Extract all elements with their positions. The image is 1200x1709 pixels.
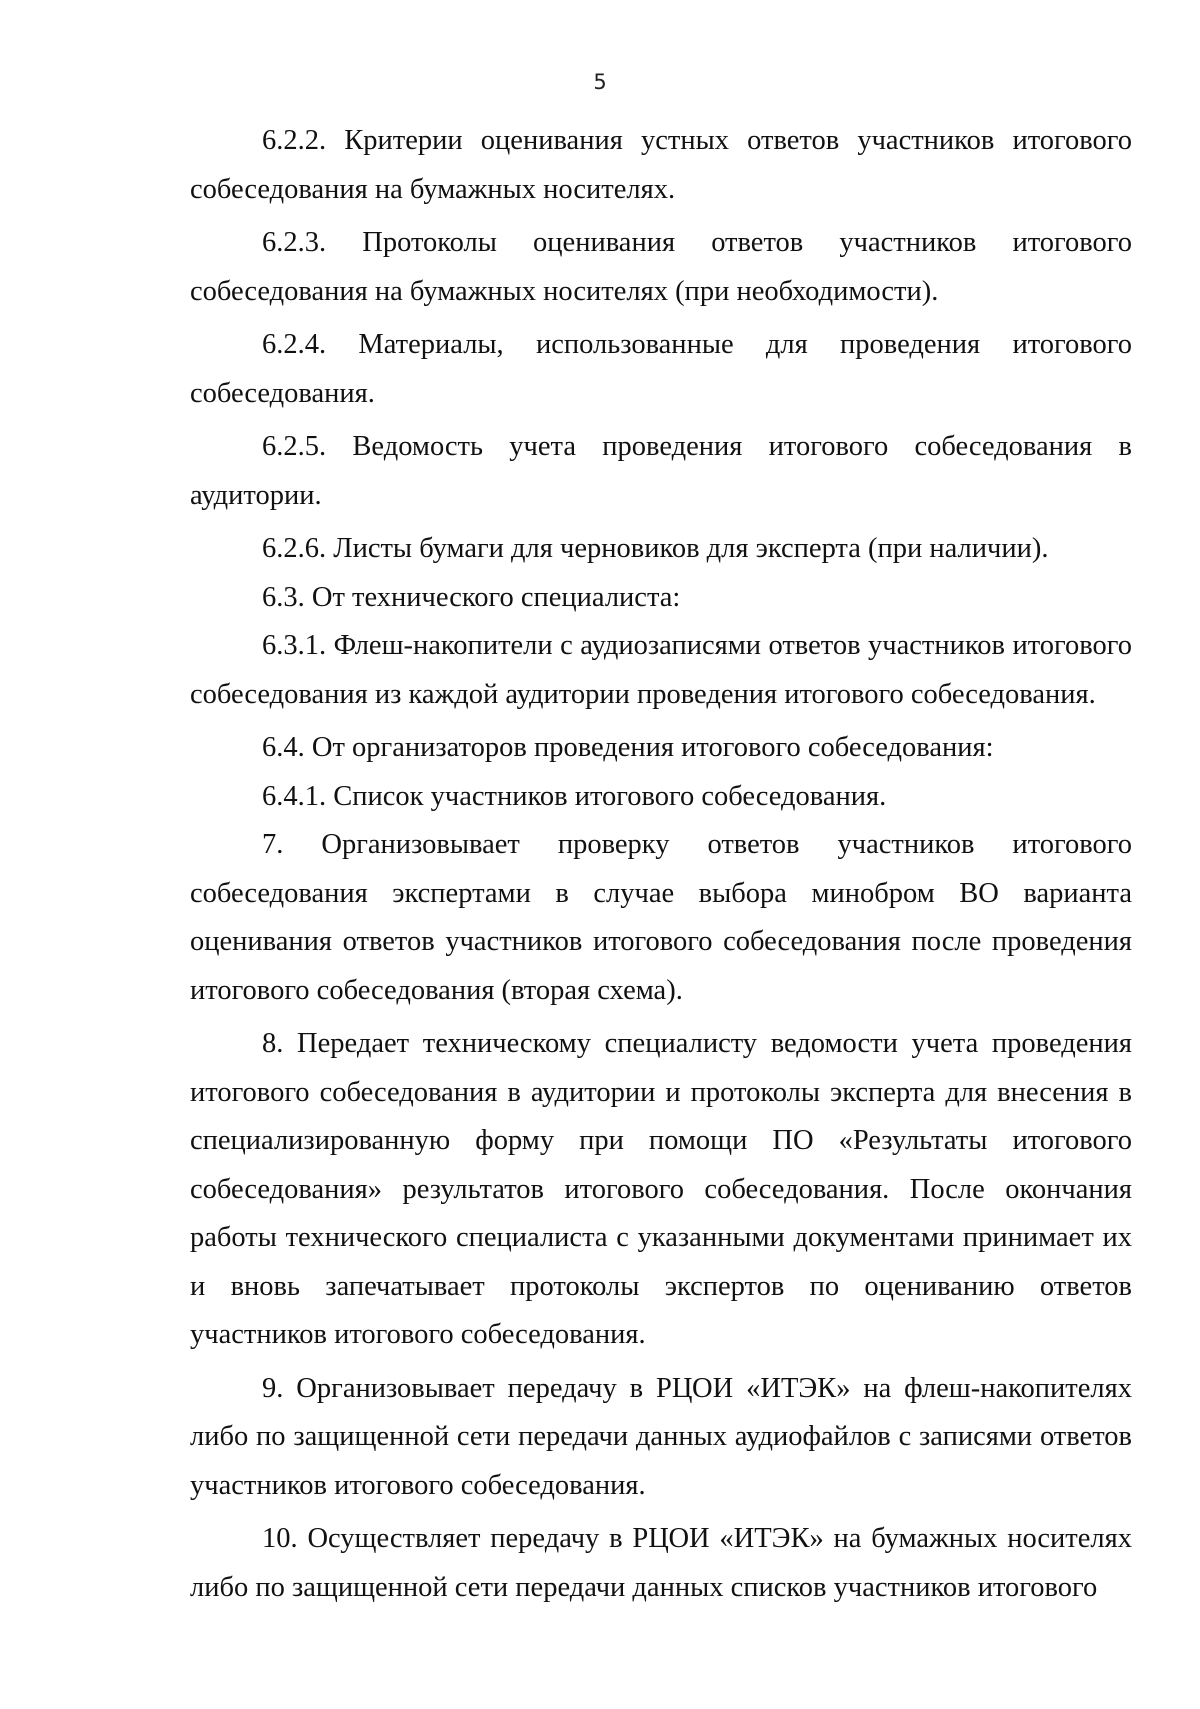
- paragraph-6-4-1: 6.4.1. Список участников итогового собеседования.: [262, 780, 887, 812]
- paragraph-8: 8. Передает техническому специалисту ведомости учета проведения итогового собеседования в аудитории и протоколы эксперта для внесения в специализированную форму при помощи ПО «Результаты итогового собеседования» результатов итогового собеседования. После окончания работы технического специалиста с указанными документами принимает их и вновь запечатывает протоколы экспертов по оцениванию ответов участников итогового собеседования.: [190, 1028, 1132, 1350]
- paragraph-6-4: 6.4. От организаторов проведения итогового собеседования:: [262, 732, 994, 763]
- paragraph-6-2-4: 6.2.4. Материалы, использованные для проведения итогового собеседования.: [190, 329, 1132, 409]
- paragraph-6-3-1: 6.3.1. Флеш-накопители с аудиозаписями ответов участников итогового собеседования из каждой аудитории проведения итогового собеседования.: [190, 630, 1132, 710]
- document-body: [190, 117, 1132, 1617]
- paragraph-6-2-3: 6.2.3. Протоколы оценивания ответов участников итогового собеседования на бумажных носителях (при необходимости).: [190, 227, 1132, 307]
- paragraph-6-2-5: 6.2.5. Ведомость учета проведения итогового собеседования в аудитории.: [190, 431, 1132, 511]
- paragraph-10: 10. Осуществляет передачу в РЦОИ «ИТЭК» на бумажных носителях либо по защищенной сети передачи данных списков участников итогового: [190, 1523, 1132, 1603]
- paragraph-7: 7. Организовывает проверку ответов участников итогового собеседования экспертами в случае выбора минобром ВО варианта оценивания ответов участников итогового собеседования после проведения итогового собеседования (вторая схема).: [190, 829, 1132, 1006]
- paragraph-6-3: 6.3. От технического специалиста:: [262, 581, 681, 613]
- paragraph-6-2-2: 6.2.2. Критерии оценивания устных ответов участников итогового собеседования на бумажных носителях.: [190, 125, 1132, 205]
- page-number: 5: [593, 70, 607, 94]
- paragraph-9: 9. Организовывает передачу в РЦОИ «ИТЭК» на флеш-накопителях либо по защищенной сети передачи данных аудиофайлов с записями ответов участников итогового собеседования.: [190, 1372, 1132, 1501]
- paragraph-6-2-6: 6.2.6. Листы бумаги для черновиков для эксперта (при наличии).: [262, 533, 1049, 564]
